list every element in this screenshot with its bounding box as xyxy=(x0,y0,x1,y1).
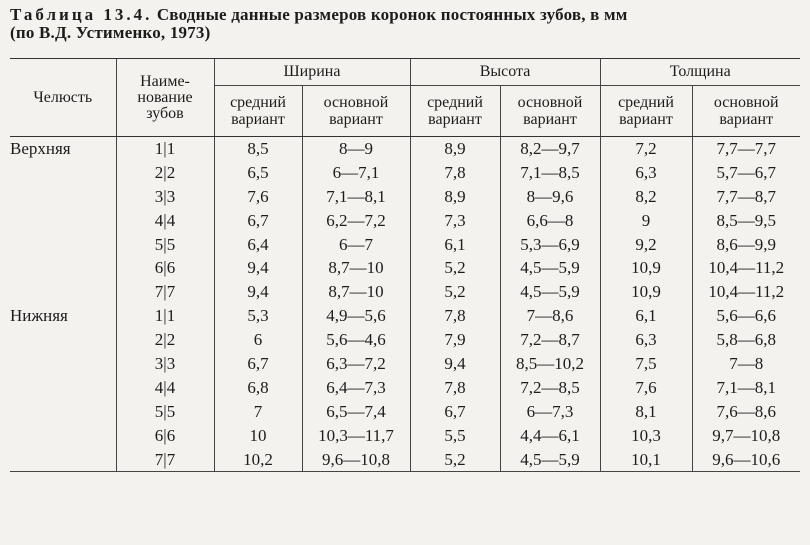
table-row xyxy=(10,137,800,161)
table-row xyxy=(10,185,800,209)
cell-w-mean: 7 xyxy=(214,400,302,424)
cell-h-mean: 7,9 xyxy=(410,328,500,352)
table-row xyxy=(10,448,800,472)
cell-jaw xyxy=(10,424,116,448)
header-width: Ширина xyxy=(214,59,410,86)
cell-t-mean: 7,2 xyxy=(600,137,692,161)
cell-w-mean: 6,8 xyxy=(214,376,302,400)
cell-t-main: 7—8 xyxy=(692,352,800,376)
cell-h-main: 4,5—5,9 xyxy=(500,448,600,472)
cell-t-main: 10,4—11,2 xyxy=(692,256,800,280)
cell-h-main: 4,5—5,9 xyxy=(500,256,600,280)
cell-w-mean: 6,7 xyxy=(214,352,302,376)
cell-w-mean: 9,4 xyxy=(214,280,302,304)
cell-w-mean: 10,2 xyxy=(214,448,302,472)
cell-t-mean: 10,3 xyxy=(600,424,692,448)
cell-tooth: 4|4 xyxy=(116,209,214,233)
cell-t-main: 7,7—7,7 xyxy=(692,137,800,161)
cell-h-main: 6—7,3 xyxy=(500,400,600,424)
table-row xyxy=(10,328,800,352)
header-height-main-text: основной вариант xyxy=(517,94,583,128)
cell-jaw xyxy=(10,256,116,280)
cell-h-mean: 5,2 xyxy=(410,280,500,304)
cell-h-mean: 5,5 xyxy=(410,424,500,448)
cell-h-main: 7,2—8,5 xyxy=(500,376,600,400)
cell-w-main: 5,6—4,6 xyxy=(302,328,410,352)
cell-h-mean: 5,2 xyxy=(410,256,500,280)
cell-t-main: 9,7—10,8 xyxy=(692,424,800,448)
header-tooth-text: Наиме-нование зубов xyxy=(137,72,193,122)
cell-tooth: 5|5 xyxy=(116,400,214,424)
cell-t-main: 10,4—11,2 xyxy=(692,280,800,304)
cell-h-main: 7—8,6 xyxy=(500,304,600,328)
cell-h-mean: 6,1 xyxy=(410,233,500,257)
cell-w-main: 7,1—8,1 xyxy=(302,185,410,209)
cell-t-mean: 6,3 xyxy=(600,328,692,352)
cell-h-main: 6,6—8 xyxy=(500,209,600,233)
table-row xyxy=(10,304,800,328)
cell-t-mean: 7,6 xyxy=(600,376,692,400)
table-row xyxy=(10,352,800,376)
cell-w-mean: 7,6 xyxy=(214,185,302,209)
cell-jaw xyxy=(10,376,116,400)
cell-t-mean: 6,1 xyxy=(600,304,692,328)
cell-tooth: 2|2 xyxy=(116,161,214,185)
header-width-main-text: основной вариант xyxy=(323,94,389,128)
header-thickness-main-text: основной вариант xyxy=(713,94,779,128)
header-height: Высота xyxy=(410,59,600,86)
cell-t-mean: 9,2 xyxy=(600,233,692,257)
cell-t-main: 8,6—9,9 xyxy=(692,233,800,257)
crown-dimensions-table xyxy=(10,58,800,472)
table-title: Сводные данные размеров коронок постоянных зубов, в мм xyxy=(156,5,628,24)
cell-w-main: 6,5—7,4 xyxy=(302,400,410,424)
cell-w-mean: 8,5 xyxy=(214,137,302,161)
table-row xyxy=(10,161,800,185)
cell-w-main: 8—9 xyxy=(302,137,410,161)
cell-t-main: 5,6—6,6 xyxy=(692,304,800,328)
cell-tooth: 3|3 xyxy=(116,352,214,376)
header-width-main xyxy=(302,86,410,137)
cell-tooth: 6|6 xyxy=(116,256,214,280)
cell-h-mean: 9,4 xyxy=(410,352,500,376)
cell-h-mean: 7,8 xyxy=(410,304,500,328)
cell-jaw xyxy=(10,400,116,424)
cell-t-mean: 8,1 xyxy=(600,400,692,424)
cell-t-mean: 8,2 xyxy=(600,185,692,209)
header-width-mean-text: средний вариант xyxy=(230,94,286,128)
cell-w-main: 6,2—7,2 xyxy=(302,209,410,233)
cell-jaw xyxy=(10,448,116,472)
header-jaw: Челюсть xyxy=(10,59,116,137)
cell-t-main: 5,7—6,7 xyxy=(692,161,800,185)
cell-t-main: 7,1—8,1 xyxy=(692,376,800,400)
cell-h-main: 8,5—10,2 xyxy=(500,352,600,376)
cell-w-main: 6,4—7,3 xyxy=(302,376,410,400)
cell-w-main: 6—7,1 xyxy=(302,161,410,185)
cell-w-mean: 5,3 xyxy=(214,304,302,328)
cell-jaw xyxy=(10,161,116,185)
cell-tooth: 5|5 xyxy=(116,233,214,257)
cell-w-main: 4,9—5,6 xyxy=(302,304,410,328)
cell-h-main: 8,2—9,7 xyxy=(500,137,600,161)
cell-jaw: Нижняя xyxy=(10,306,68,326)
header-thickness-main xyxy=(692,86,800,137)
cell-t-mean: 10,9 xyxy=(600,280,692,304)
cell-h-main: 5,3—6,9 xyxy=(500,233,600,257)
cell-t-main: 8,5—9,5 xyxy=(692,209,800,233)
header-thickness-mean xyxy=(600,86,692,137)
cell-jaw: Верхняя xyxy=(10,138,71,158)
table-row xyxy=(10,400,800,424)
cell-w-mean: 6,4 xyxy=(214,233,302,257)
header-tooth xyxy=(116,59,214,137)
cell-jaw xyxy=(10,280,116,304)
cell-w-mean: 6,5 xyxy=(214,161,302,185)
cell-tooth: 4|4 xyxy=(116,376,214,400)
cell-tooth: 1|1 xyxy=(116,137,214,161)
cell-w-main: 6,3—7,2 xyxy=(302,352,410,376)
cell-jaw xyxy=(10,209,116,233)
cell-w-main: 9,6—10,8 xyxy=(302,448,410,472)
cell-t-mean: 9 xyxy=(600,209,692,233)
cell-tooth: 3|3 xyxy=(116,185,214,209)
cell-t-mean: 6,3 xyxy=(600,161,692,185)
cell-t-main: 9,6—10,6 xyxy=(692,448,800,472)
cell-h-mean: 7,3 xyxy=(410,209,500,233)
cell-h-main: 4,5—5,9 xyxy=(500,280,600,304)
header-height-main xyxy=(500,86,600,137)
table-body xyxy=(10,137,800,472)
cell-tooth: 7|7 xyxy=(116,448,214,472)
cell-jaw xyxy=(10,233,116,257)
table-row xyxy=(10,280,800,304)
cell-h-main: 7,2—8,7 xyxy=(500,328,600,352)
header-width-mean xyxy=(214,86,302,137)
cell-h-mean: 6,7 xyxy=(410,400,500,424)
header-height-mean xyxy=(410,86,500,137)
table-row xyxy=(10,233,800,257)
table-source: (по В.Д. Устименко, 1973) xyxy=(10,23,211,42)
cell-w-main: 8,7—10 xyxy=(302,280,410,304)
cell-w-mean: 10 xyxy=(214,424,302,448)
cell-jaw xyxy=(10,352,116,376)
header-height-mean-text: средний вариант xyxy=(427,94,483,128)
cell-w-main: 10,3—11,7 xyxy=(302,424,410,448)
cell-tooth: 1|1 xyxy=(116,304,214,328)
cell-h-mean: 8,9 xyxy=(410,137,500,161)
cell-h-mean: 8,9 xyxy=(410,185,500,209)
cell-h-main: 4,4—6,1 xyxy=(500,424,600,448)
cell-t-main: 7,6—8,6 xyxy=(692,400,800,424)
cell-t-main: 7,7—8,7 xyxy=(692,185,800,209)
cell-t-mean: 10,1 xyxy=(600,448,692,472)
cell-jaw xyxy=(10,185,116,209)
cell-h-mean: 5,2 xyxy=(410,448,500,472)
cell-w-mean: 9,4 xyxy=(214,256,302,280)
header-thickness: Толщина xyxy=(600,59,800,86)
cell-t-main: 5,8—6,8 xyxy=(692,328,800,352)
header-thickness-mean-text: средний вариант xyxy=(618,94,674,128)
cell-w-main: 6—7 xyxy=(302,233,410,257)
table-row xyxy=(10,256,800,280)
cell-t-mean: 10,9 xyxy=(600,256,692,280)
cell-h-main: 7,1—8,5 xyxy=(500,161,600,185)
table-row xyxy=(10,209,800,233)
cell-jaw xyxy=(10,328,116,352)
table-caption xyxy=(10,6,800,42)
table-label: Таблица 13.4. xyxy=(10,5,153,24)
cell-t-mean: 7,5 xyxy=(600,352,692,376)
cell-tooth: 2|2 xyxy=(116,328,214,352)
cell-h-mean: 7,8 xyxy=(410,376,500,400)
cell-tooth: 7|7 xyxy=(116,280,214,304)
cell-h-mean: 7,8 xyxy=(410,161,500,185)
table-row xyxy=(10,424,800,448)
cell-w-mean: 6,7 xyxy=(214,209,302,233)
cell-h-main: 8—9,6 xyxy=(500,185,600,209)
cell-w-mean: 6 xyxy=(214,328,302,352)
table-row xyxy=(10,376,800,400)
cell-tooth: 6|6 xyxy=(116,424,214,448)
cell-w-main: 8,7—10 xyxy=(302,256,410,280)
